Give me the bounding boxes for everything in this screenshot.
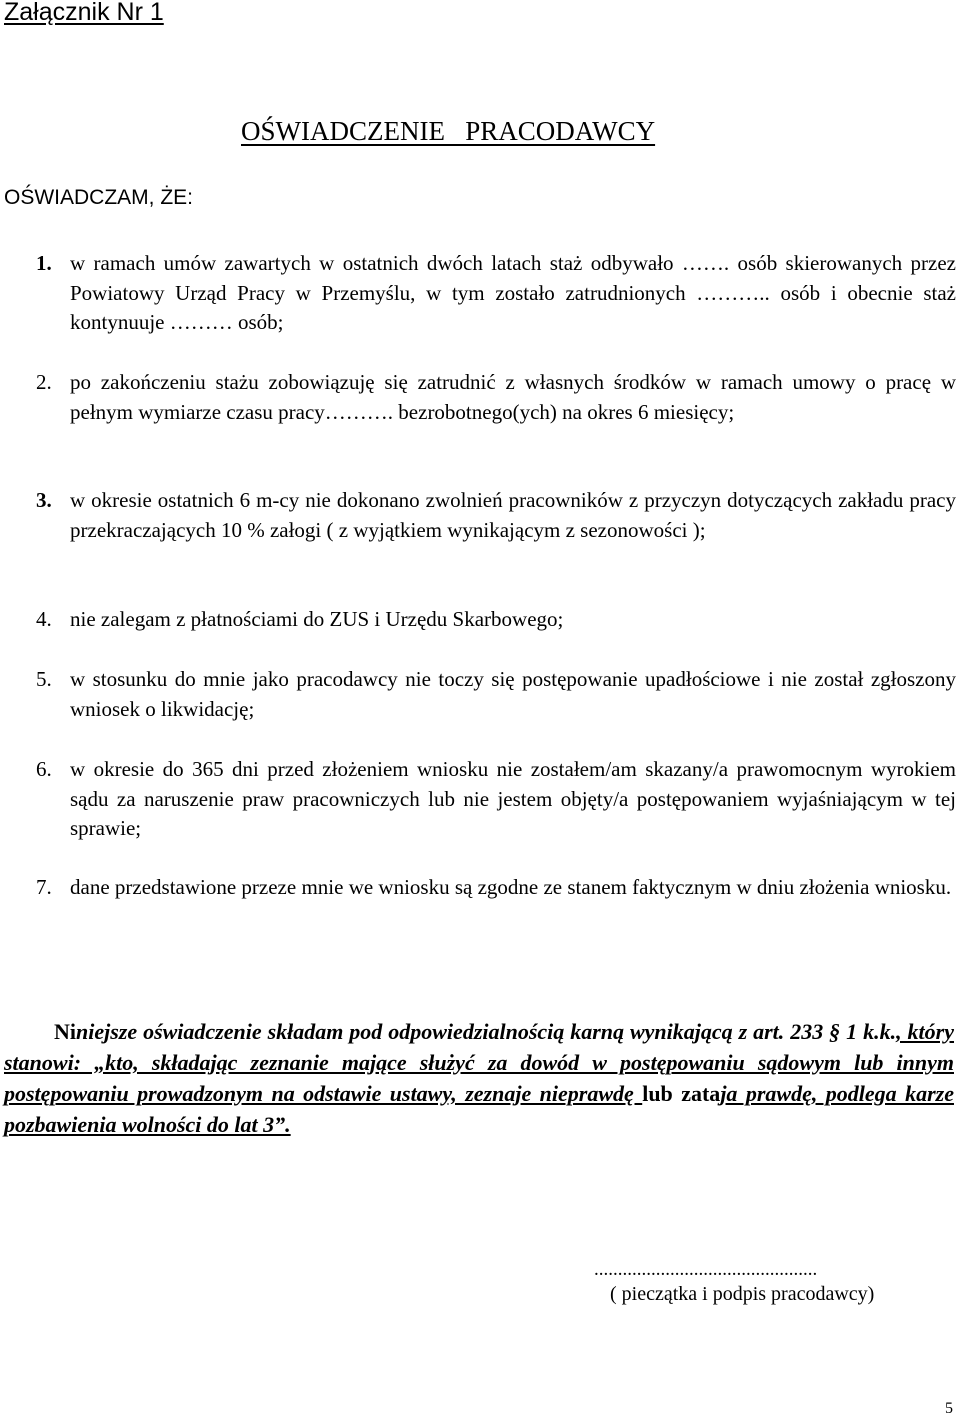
- item-number: 4.: [36, 607, 52, 631]
- item-text: w ramach umów zawartych w ostatnich dwóch latach staż odbywało ……. osób skierowanych przez Powiatowy Urząd Pracy w Przemyślu, w tym zostało zatrudnionych ……….. osób i obecnie staż kontynuuje ……… osób;: [70, 251, 956, 334]
- statement-part-4: lub zata: [642, 1081, 721, 1106]
- item-number: 6.: [36, 757, 52, 781]
- statement-part-1: Ni: [54, 1019, 76, 1044]
- item-text: w stosunku do mnie jako pracodawcy nie toczy się postępowanie upadłościowe i nie został zgłoszony wniosek o likwidację;: [70, 667, 956, 721]
- declaration-item: [36, 665, 956, 724]
- signature-line: ...............................................: [594, 1259, 818, 1280]
- item-number: 2.: [36, 370, 52, 394]
- document-title: OŚWIADCZENIE PRACODAWCY: [241, 116, 656, 146]
- item-number: 7.: [36, 875, 52, 899]
- declaration-item: [36, 486, 956, 545]
- item-text: w okresie ostatnich 6 m-cy nie dokonano zwolnień pracowników z przyczyn dotyczących zakładu pracy przekraczających 10 % załogi ( z wyjątkiem wynikającym z sezonowości );: [70, 488, 956, 542]
- statement-part-3: , który stanowi: „kto, składając zeznanie mające służyć za dowód w postępowaniu sądowym lub innym postępowaniu prowadzonym na odstawie ustawy, zeznaje nieprawdę: [4, 1019, 954, 1106]
- item-number: 3.: [36, 488, 52, 512]
- signature-label: ( pieczątka i podpis pracodawcy): [610, 1283, 875, 1305]
- declaration-item: [36, 605, 956, 635]
- liability-statement: [4, 1016, 954, 1140]
- declaration-item: [36, 873, 956, 903]
- statement-part-2: niejsze oświadczenie składam pod odpowiedzialnością karną wynikającą z art. 233 § 1 k.k.: [76, 1019, 897, 1044]
- declaration-item: [36, 755, 956, 844]
- item-text: dane przedstawione przeze mnie we wniosku są zgodne ze stanem faktycznym w dniu złożenia wniosku.: [70, 875, 952, 899]
- statement-part-5: ja prawdę, podlega karze pozbawienia wolności do lat 3”.: [4, 1081, 954, 1137]
- item-number: 1.: [36, 251, 52, 275]
- item-text: nie zalegam z płatnościami do ZUS i Urzędu Skarbowego;: [70, 607, 564, 631]
- item-text: w okresie do 365 dni przed złożeniem wniosku nie zostałem/am skazany/a prawomocnym wyrokiem sądu za naruszenie praw pracowniczych lub nie jestem objęty/a postępowaniem wyjaśniającym w tej sprawie;: [70, 757, 956, 840]
- item-text: po zakończeniu stażu zobowiązuję się zatrudnić z własnych środków w ramach umowy o pracę w pełnym wymiarze czasu pracy………. bezrobotnego(ych) na okres 6 miesięcy;: [70, 370, 956, 424]
- declaration-item: [36, 249, 956, 338]
- item-number: 5.: [36, 667, 52, 691]
- page-number: 5: [945, 1400, 953, 1417]
- declaration-item: [36, 368, 956, 427]
- declaration-heading: OŚWIADCZAM, ŻE:: [4, 186, 193, 209]
- annex-label: Załącznik Nr 1: [4, 0, 164, 26]
